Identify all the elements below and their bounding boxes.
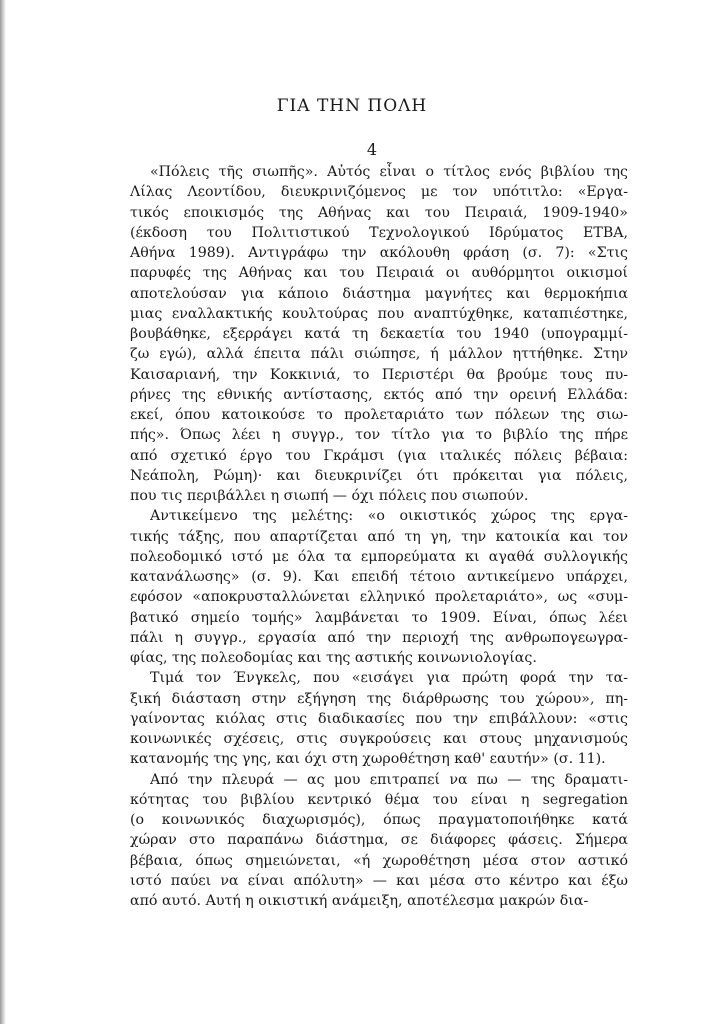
text-line: φίας, της πολεοδομίας και της αστικής κοινωνιολογίας. — [130, 650, 537, 666]
text-line: βέβαια, όπως σημειώνεται, «ή χωροθέτηση μέσα στον αστικό — [130, 852, 628, 869]
text-line: κοινωνικές σχέσεις, στις συγκρούσεις και στους μηχανισμούς — [130, 731, 628, 747]
text-line: από αυτό. Αυτή η οικιστική ανάμειξη, αποτέλεσμα μακρών δια- — [130, 893, 589, 909]
text-line: πάλι η συγγρ., εργασία από την περιοχή της ανθρωπογεωγρα- — [130, 629, 628, 646]
text-line: βουβάθηκε, εξερράγει κατά τη δεκαετία του 1940 (υπογραμμί- — [130, 326, 628, 342]
body-text — [130, 162, 628, 911]
text-line: χώραν στο παραπάνω διάστημα, σε διάφορες φάσεις. Σήμερα — [130, 832, 628, 849]
text-line: Λίλας Λεοντίδου, διευκρινιζόμενος με τον υπότιτλο: «Εργα- — [130, 184, 628, 201]
text-line: Από την πλευρά — ας μου επιτραπεί να πω — της δραματι- — [150, 771, 628, 788]
text-line: κατανομής της γης, και όχι στη χωροθέτηση καθ' εαυτήν» (σ. 11). — [130, 751, 606, 768]
text-line: (ο κοινωνικός διαχωρισμός), όπως πραγματοποιήθηκε κατά — [130, 812, 628, 828]
text-line: Καισαριανή, την Κοκκινιά, το Περιστέρι θα βρούμε τους πυ- — [130, 366, 628, 383]
text-line: παρυφές της Αθήνας και του Πειραιά οι αυθόρμητοι οικισμοί — [130, 265, 628, 282]
text-line: ξική διάσταση στην εξήγηση της διάρθρωσης του χώρου», πη- — [130, 690, 628, 707]
text-line: «Πόλεις τῆς σιωπῆς». Αὐτός εἶναι ο τίτλος ενός βιβλίου της — [150, 164, 628, 180]
text-line: τικός εποικισμός της Αθήνας και του Πειραιά, 1909-1940» — [130, 204, 628, 221]
text-line: ζω εγώ), αλλά έπειτα πάλι σιώπησε, ή μάλλον ηττήθηκε. Στην — [130, 346, 628, 363]
paragraph — [130, 506, 628, 668]
text-line: κότητας του βιβλίου κεντρικό θέμα του είναι η segregation — [130, 791, 628, 808]
text-line: εκεί, όπου κατοικούσε το προλεταριάτο των πόλεων της σιω- — [130, 407, 628, 423]
text-line: πολεοδομικό ιστό με όλα τα εμπορεύματα κι αγαθά συλλογικής — [130, 548, 628, 565]
text-line: βατικό σημείο τομής» λαμβάνεται το 1909. Είναι, όπως λέει — [130, 609, 628, 626]
text-line: (έκδοση του Πολιτιστικού Τεχνολογικού Ιδρύματος ΕΤΒΑ, — [130, 224, 628, 241]
text-line: κατανάλωσης» (σ. 9). Και επειδή τέτοιο αντικείμενο υπάρχει, — [130, 569, 628, 585]
page-title: ΓΙΑ ΤΗΝ ΠΟΛΗ — [276, 96, 428, 116]
text-line: Αθήνα 1989). Αντιγράφω την ακόλουθη φράση (σ. 7): «Στις — [130, 245, 628, 261]
text-line: γαίνοντας κιόλας στις διαδικασίες που την επιβάλλουν: «στις — [130, 710, 628, 727]
text-line: Αντικείμενο της μελέτης: «ο οικιστικός χώρος της εργα- — [150, 508, 628, 525]
text-line: τικής τάξης, που απαρτίζεται από τη γη, την κατοικία και τον — [130, 528, 628, 545]
text-line: μιας εναλλακτικής κουλτούρας που αναπτύχθηκε, καταπιέστηκε, — [130, 305, 628, 322]
text-line: πής». Όπως λέει η συγγρ., τον τίτλο για το βιβλίο της πήρε — [130, 427, 628, 444]
text-line: Τιμά τον Ένγκελς, που «εισάγει για πρώτη φορά την τα- — [150, 670, 628, 687]
text-line: εφόσον «αποκρυσταλλώνεται ελληνικό προλεταριάτο», ως «συμ- — [130, 589, 628, 606]
text-line: ρήνες της εθνικής αντίστασης, εκτός από την ορεινή Ελλάδα: — [130, 386, 628, 403]
paragraph — [130, 770, 628, 912]
paragraph — [130, 668, 628, 769]
paragraph — [130, 162, 628, 506]
text-line: αποτελούσαν για κάποιο διάστημα μαγνήτες και θερμοκήπια — [130, 285, 628, 302]
text-line: Νεάπολη, Ρώμη)· και διευκρινίζει ότι πρόκειται για πόλεις, — [130, 467, 628, 484]
section-number: 4 — [366, 140, 378, 159]
text-line: ιστό παύει να είναι απόλυτη» — και μέσα στο κέντρο και έξω — [130, 872, 628, 889]
text-line: που τις περιβάλλει η σιωπή — όχι πόλεις που σιωπούν. — [130, 488, 529, 504]
text-line: από σχετικό έργο του Γκράμσι (για ιταλικές πόλεις βέβαια: — [130, 447, 628, 464]
